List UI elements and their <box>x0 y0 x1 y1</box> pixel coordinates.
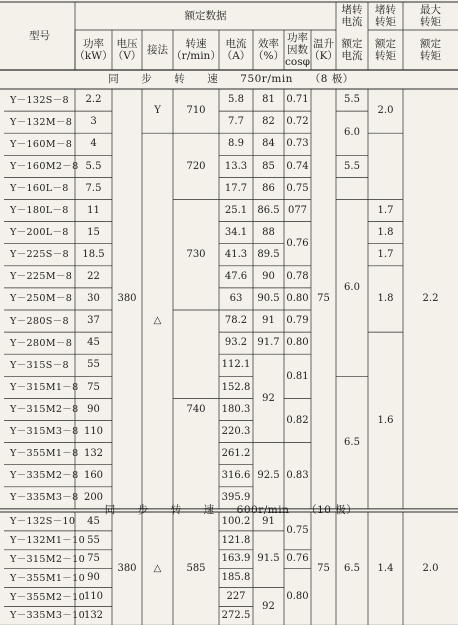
model-cell: Y－315M2－8 <box>10 403 79 415</box>
temp-rise-cell: 75 <box>317 562 330 574</box>
current-cell: 100.2 <box>221 515 251 527</box>
power-factor-cell: 0.75 <box>286 182 309 194</box>
efficiency-cell: 81 <box>262 94 275 106</box>
current-cell: 220.3 <box>221 425 251 437</box>
model-cell: Y－335M3－8 <box>10 492 79 504</box>
speed-cell: 585 <box>186 562 206 574</box>
model-cell: Y－132M－8 <box>10 116 73 128</box>
power-cell: 45 <box>87 337 100 349</box>
model-cell: Y－355M2－10 <box>10 591 85 603</box>
header-current: 电流 （A） <box>221 37 251 62</box>
header-locked-torque: 堵转 转矩 <box>375 3 396 28</box>
connection-cell: △ <box>153 315 162 327</box>
header-locked-current: 堵转 电流 <box>341 3 363 28</box>
model-cell: Y－280S－8 <box>10 315 69 327</box>
current-cell: 17.7 <box>224 182 248 194</box>
current-cell: 13.3 <box>224 160 248 172</box>
current-cell: 93.2 <box>224 337 248 349</box>
header-locked-current-ratio: 额定 电流 <box>341 37 363 62</box>
section2-speed-label: 同 步 转 速 600r/min （10 极） <box>104 504 358 517</box>
power-factor-cell: 077 <box>287 204 308 216</box>
model-cell: Y－335M2－8 <box>10 470 79 482</box>
efficiency-cell: 92 <box>262 600 275 612</box>
locked-current-cell: 5.5 <box>344 160 360 172</box>
power-factor-cell: 0.83 <box>286 469 309 481</box>
model-cell: Y－225M－8 <box>10 271 73 283</box>
model-cell: Y－160M2－8 <box>10 160 79 172</box>
model-cell: Y－355M1－8 <box>10 448 79 460</box>
locked-torque-cell: 1.7 <box>377 248 394 260</box>
power-factor-cell: 0.71 <box>286 94 309 106</box>
current-cell: 185.8 <box>221 572 251 584</box>
header-connection: 接法 <box>147 43 168 56</box>
current-cell: 47.6 <box>224 271 248 283</box>
efficiency-cell: 92.5 <box>257 469 280 481</box>
header-max-torque: 最大 转矩 <box>420 3 441 28</box>
speed-cell: 710 <box>186 105 206 117</box>
efficiency-cell: 91.5 <box>257 553 280 565</box>
power-cell: 22 <box>87 271 100 283</box>
speed-cell: 730 <box>186 249 206 260</box>
locked-current-cell: 6.5 <box>344 436 360 448</box>
power-factor-cell: 0.81 <box>286 370 309 382</box>
power-cell: 11 <box>87 204 100 216</box>
current-cell: 180.3 <box>221 403 251 415</box>
model-cell: Y－315M3－8 <box>10 426 79 438</box>
model-cell: Y－315M2－10 <box>10 553 85 565</box>
power-cell: 55 <box>87 359 100 371</box>
power-factor-cell: 0.78 <box>286 271 309 283</box>
connection-cell: △ <box>153 562 162 574</box>
header-power-factor: 功率 因数 cosφ <box>285 31 310 69</box>
header-efficiency: 效率 （%） <box>253 37 284 62</box>
power-cell: 75 <box>87 381 100 393</box>
current-cell: 227 <box>226 591 246 603</box>
locked-torque-cell: 1.6 <box>377 414 394 426</box>
power-cell: 90 <box>87 572 100 584</box>
power-cell: 132 <box>83 610 104 622</box>
model-cell: Y－160L－8 <box>10 182 69 194</box>
power-factor-cell: 0.73 <box>286 138 309 150</box>
current-cell: 63 <box>229 293 243 305</box>
current-cell: 41.3 <box>224 248 248 260</box>
section1-speed-label: 同 步 转 速 750r/min （8 极） <box>108 73 354 86</box>
locked-torque-cell: 1.8 <box>377 226 394 238</box>
current-cell: 163.9 <box>221 553 251 565</box>
power-factor-cell: 0.76 <box>286 553 309 565</box>
locked-torque-cell: 1.4 <box>377 562 394 574</box>
power-cell: 75 <box>87 553 100 565</box>
efficiency-cell: 86 <box>262 182 275 194</box>
speed-cell: 740 <box>186 403 206 415</box>
current-cell: 34.1 <box>224 226 248 238</box>
header-max-torque-ratio: 额定 转矩 <box>420 37 441 62</box>
current-cell: 272.5 <box>221 610 251 622</box>
header-power: 功率 （kW） <box>74 37 113 62</box>
power-cell: 4 <box>90 138 97 150</box>
efficiency-cell: 86.5 <box>257 204 280 216</box>
header-model: 型号 <box>29 29 50 42</box>
voltage-cell: 380 <box>117 293 137 305</box>
efficiency-cell: 84 <box>262 138 275 150</box>
max-torque-cell: 2.0 <box>422 562 439 574</box>
locked-torque-cell: 1.8 <box>377 293 394 305</box>
power-cell: 3 <box>90 116 97 128</box>
efficiency-cell: 92 <box>262 392 275 404</box>
power-cell: 110 <box>83 591 104 603</box>
power-factor-cell: 0.72 <box>286 116 309 128</box>
model-cell: Y－335M3－10 <box>10 610 85 622</box>
efficiency-cell: 82 <box>262 116 275 128</box>
model-cell: Y－355M1－10 <box>10 572 85 584</box>
power-cell: 30 <box>87 293 100 305</box>
efficiency-cell: 91 <box>262 315 275 327</box>
power-cell: 5.5 <box>85 160 102 172</box>
model-cell: Y－132S－8 <box>10 94 69 106</box>
power-factor-cell: 0.75 <box>286 525 309 537</box>
temp-rise-cell: 75 <box>317 293 330 305</box>
efficiency-cell: 90.5 <box>257 293 280 305</box>
power-cell: 7.5 <box>85 182 102 194</box>
max-torque-cell: 2.2 <box>422 293 439 305</box>
power-factor-cell: 0.79 <box>286 315 309 327</box>
current-cell: 152.8 <box>221 381 251 393</box>
efficiency-cell: 88 <box>262 226 275 238</box>
current-cell: 7.7 <box>228 116 244 128</box>
current-cell: 8.9 <box>228 138 244 150</box>
current-cell: 261.2 <box>221 447 251 459</box>
power-cell: 90 <box>87 403 100 415</box>
model-cell: Y－315M1－8 <box>10 381 79 393</box>
power-cell: 200 <box>83 492 104 504</box>
power-cell: 110 <box>83 425 104 437</box>
locked-torque-cell: 1.7 <box>377 204 394 216</box>
locked-current-cell: 6.0 <box>344 127 360 139</box>
model-cell: Y－132S－10 <box>10 515 76 527</box>
model-cell: Y－132M1－10 <box>10 534 85 546</box>
efficiency-cell: 89.5 <box>257 248 280 260</box>
efficiency-cell: 85 <box>262 160 275 172</box>
speed-cell: 720 <box>186 160 206 172</box>
power-factor-cell: 0.76 <box>286 237 309 249</box>
current-cell: 5.8 <box>228 94 244 106</box>
current-cell: 395.9 <box>221 492 251 504</box>
efficiency-cell: 90 <box>262 271 275 283</box>
power-cell: 18.5 <box>82 248 105 260</box>
header-rated-data: 额定数据 <box>184 9 227 22</box>
locked-current-cell: 6.0 <box>344 282 360 294</box>
current-cell: 112.1 <box>221 359 251 371</box>
locked-current-cell: 5.5 <box>344 94 360 106</box>
header-speed: 转速 （r/min） <box>171 37 221 62</box>
power-cell: 15 <box>87 226 100 238</box>
power-cell: 37 <box>87 315 100 327</box>
power-factor-cell: 0.74 <box>286 160 309 172</box>
current-cell: 121.8 <box>221 534 251 546</box>
model-cell: Y－160M－8 <box>10 138 73 150</box>
header-temp-rise: 温升 （K） <box>309 37 338 62</box>
power-cell: 160 <box>83 469 104 481</box>
current-cell: 316.6 <box>221 469 251 481</box>
current-cell: 78.2 <box>224 315 248 327</box>
power-factor-cell: 0.80 <box>286 293 309 305</box>
model-cell: Y－180L－8 <box>10 205 69 217</box>
locked-torque-cell: 2.0 <box>377 105 394 117</box>
connection-cell: Y <box>154 105 161 117</box>
power-cell: 2.2 <box>85 94 102 106</box>
model-cell: Y－200L－8 <box>10 227 69 239</box>
locked-current-cell: 6.5 <box>344 562 360 574</box>
model-cell: Y－280M－8 <box>10 337 73 349</box>
header-voltage: 电压 （V） <box>112 37 142 62</box>
power-cell: 132 <box>83 447 104 459</box>
power-factor-cell: 0.82 <box>286 414 309 426</box>
current-cell: 25.1 <box>224 204 248 216</box>
voltage-cell: 380 <box>117 562 137 574</box>
model-cell: Y－315S－8 <box>10 359 69 371</box>
power-factor-cell: 0.80 <box>286 591 309 603</box>
efficiency-cell: 91.7 <box>257 337 280 349</box>
model-cell: Y－250M－8 <box>10 293 73 305</box>
header-locked-torque-ratio: 额定 转矩 <box>375 37 396 62</box>
power-cell: 45 <box>87 515 100 527</box>
efficiency-cell: 91 <box>262 515 275 527</box>
power-cell: 55 <box>87 534 100 546</box>
model-cell: Y－225S－8 <box>10 249 69 261</box>
power-factor-cell: 0.80 <box>286 337 309 349</box>
